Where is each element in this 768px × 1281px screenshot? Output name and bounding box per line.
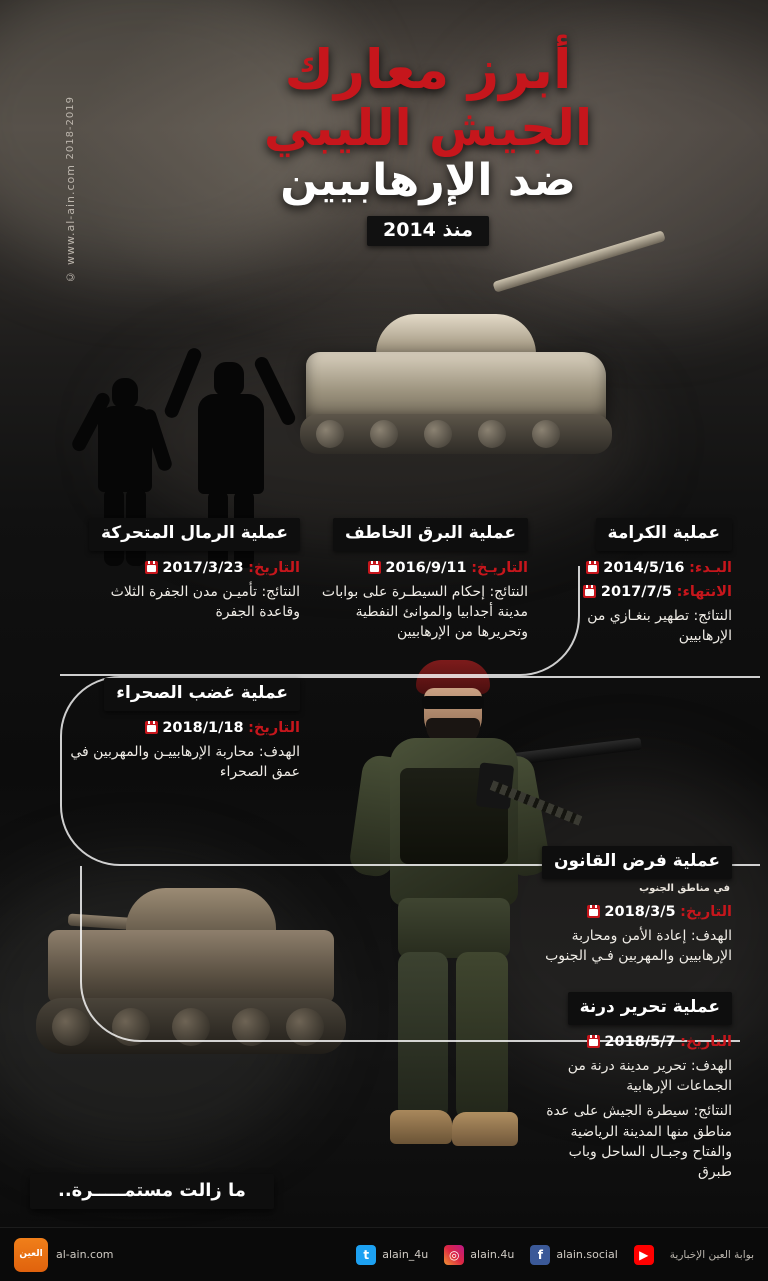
row-value: 2016/9/11: [385, 559, 467, 576]
social-youtube[interactable]: [634, 1245, 654, 1265]
card-row-date-start: [542, 558, 732, 579]
calendar-icon: [368, 561, 381, 574]
card-heading: عملية الرمال المتحركة: [89, 518, 300, 551]
card-heading: عملية الكرامة: [596, 518, 732, 551]
operation-card-barq-khatef[interactable]: [308, 518, 528, 643]
youtube-icon: ▶: [634, 1245, 654, 1265]
card-heading: عملية البرق الخاطف: [333, 518, 528, 551]
social-instagram[interactable]: [444, 1245, 514, 1265]
card-heading: عملية فرض القانون: [542, 846, 732, 879]
card-row-date: [540, 1032, 732, 1053]
since-badge: منذ 2014: [367, 216, 489, 246]
calendar-icon: [587, 1035, 600, 1048]
alain-logo: العين: [14, 1238, 48, 1272]
row-value: 2018/3/5: [604, 904, 676, 921]
operation-card-ghadab-sahra[interactable]: [70, 678, 300, 782]
brand-url: al-ain.com: [56, 1248, 114, 1261]
row-value: 2014/5/16: [603, 559, 685, 576]
social-twitter[interactable]: [356, 1245, 428, 1265]
social-handle: alain_4u: [382, 1248, 429, 1261]
card-heading: عملية غضب الصحراء: [104, 678, 300, 711]
facebook-icon: f: [530, 1245, 550, 1265]
row-label: التاريخ:: [680, 1033, 732, 1050]
title-line-1: أبرز معارك: [284, 38, 572, 101]
twitter-icon: t: [356, 1245, 376, 1265]
card-body-results: [70, 582, 300, 623]
row-value: 2017/3/23: [162, 559, 244, 576]
body-label: النتائج:: [693, 607, 732, 624]
instagram-icon: ◎: [444, 1245, 464, 1265]
body-label: الهدف:: [258, 743, 300, 760]
body-label: الهدف:: [690, 1057, 732, 1074]
calendar-icon: [587, 905, 600, 918]
social-links: [356, 1245, 754, 1265]
brand-block[interactable]: [14, 1238, 114, 1272]
ongoing-banner: ما زالت مستمـــــرة..: [30, 1174, 274, 1209]
card-row-date: [70, 718, 300, 739]
operation-card-rimal-motaharrika[interactable]: [70, 518, 300, 622]
copyright-line-1: © www.al-ain.com: [64, 164, 77, 284]
body-label: النتائج:: [693, 1103, 732, 1120]
copyright-line-2: 2018-2019: [65, 96, 76, 160]
row-value: 2017/7/5: [600, 583, 673, 600]
body-text: تطهير بنغـازي من الإرهابيين: [587, 607, 732, 644]
card-row-date-end: [542, 582, 732, 603]
body-label: الهدف:: [690, 928, 732, 945]
card-body-results: [540, 1101, 732, 1182]
body-text: تأميـن مدن الجفرة الثلاث وقاعدة الجفرة: [110, 583, 300, 620]
operation-card-tahrir-derna[interactable]: [540, 992, 732, 1182]
card-body-results: [308, 582, 528, 643]
card-body-target: [540, 1056, 732, 1097]
card-body-target: [542, 926, 732, 967]
row-value: 2018/5/7: [604, 1033, 676, 1050]
body-text: إعادة الأمن ومحاربة الإرهابيين والمهربين فـي الجنوب: [545, 928, 732, 965]
card-row-date: [308, 558, 528, 579]
operation-card-karama[interactable]: [542, 518, 732, 646]
operation-card-fard-qanoun[interactable]: [542, 846, 732, 967]
row-label: الانتهاء:: [676, 583, 732, 600]
row-label: التاريخ:: [248, 719, 300, 736]
row-label: التاريـخ:: [471, 559, 528, 576]
card-body-target: [70, 742, 300, 783]
card-subheading: في مناطق الجنوب: [639, 882, 730, 894]
calendar-icon: [583, 585, 596, 598]
footer-bar: [0, 1227, 768, 1281]
body-text: تحرير مدينة درنة من الجماعات الإرهابية: [567, 1057, 732, 1094]
social-handle: alain.4u: [470, 1248, 515, 1261]
body-text: سيطرة الجيش على عدة مناطق منها المدينة الرياضية والفتاح وجبـال الساحل وباب طبرق: [546, 1103, 732, 1181]
row-value: 2018/1/18: [162, 719, 244, 736]
body-label: النتائج:: [261, 583, 300, 600]
calendar-icon: [145, 561, 158, 574]
calendar-icon: [586, 561, 599, 574]
row-label: البـدء:: [689, 559, 732, 576]
body-text: إحكام السيطـرة على بوابات مدينة أجدابيا والموانئ النفطية وتحريرها من الإرهابيين: [321, 583, 528, 641]
footer-credit: بوابة العين الإخبارية: [669, 1248, 754, 1261]
body-text: محاربة الإرهابييـن والمهربين في عمق الصحراء: [70, 743, 300, 780]
title-line-2: الجيش الليبي: [263, 99, 593, 158]
social-handle: alain.social: [556, 1248, 618, 1261]
card-row-date: [70, 558, 300, 579]
body-label: النتائج:: [489, 583, 528, 600]
card-heading: عملية تحرير درنة: [568, 992, 732, 1025]
card-body-results: [542, 606, 732, 647]
row-label: التاريخ:: [248, 559, 300, 576]
title-line-3: ضد الإرهابيين: [280, 155, 576, 207]
row-label: التاريخ:: [680, 904, 732, 921]
social-facebook[interactable]: [530, 1245, 617, 1265]
calendar-icon: [145, 721, 158, 734]
card-row-date: [542, 902, 732, 923]
